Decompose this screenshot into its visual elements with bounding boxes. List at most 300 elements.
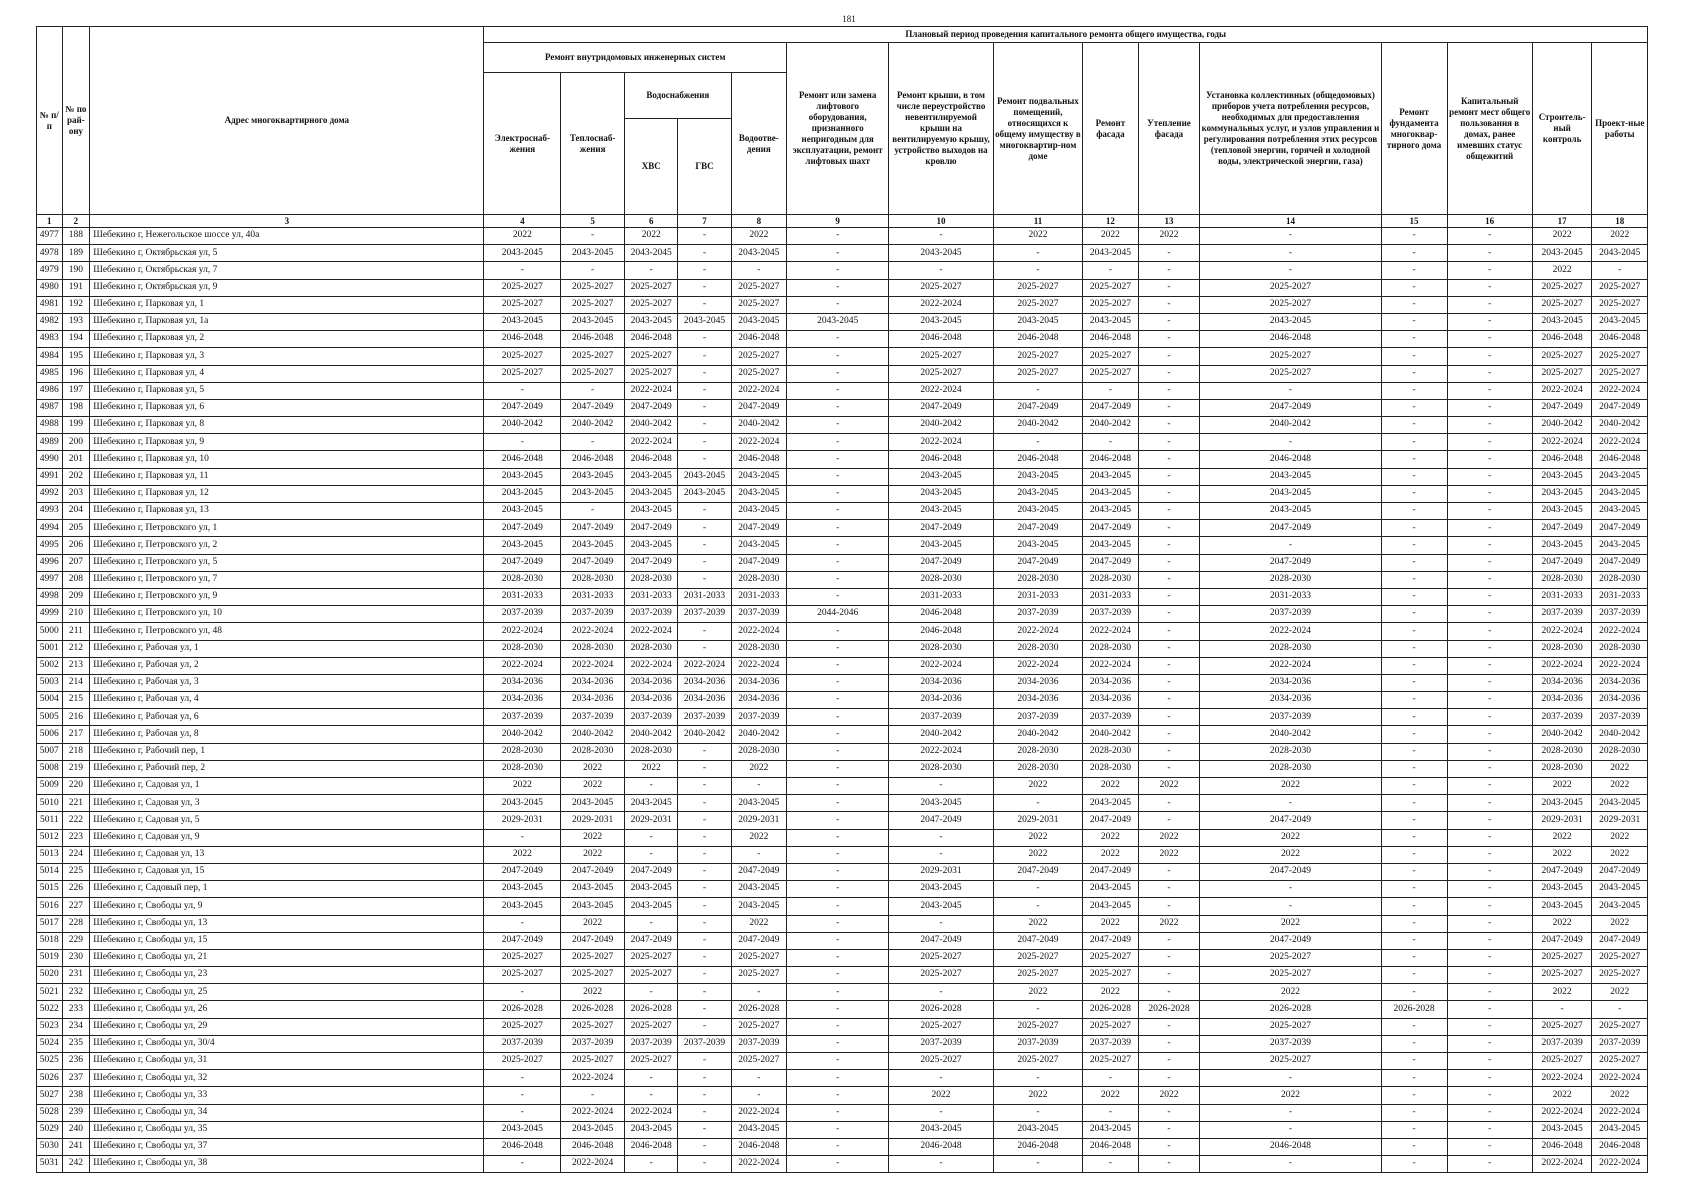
table-row	[37, 949, 1648, 966]
table-cell: 2043-2045	[1532, 881, 1592, 898]
table-cell: 2025-2027	[1532, 365, 1592, 382]
address-cell: Шебекино г, Садовая ул, 5	[90, 812, 484, 829]
address-cell: Шебекино г, Октябрьская ул, 7	[90, 262, 484, 279]
table-cell: -	[993, 245, 1083, 262]
table-cell: 2043-2045	[1532, 468, 1592, 485]
table-cell: 2043-2045	[561, 245, 625, 262]
table-cell: 2022-2024	[1592, 434, 1648, 451]
table-cell: 2022-2024	[1592, 382, 1648, 399]
table-cell: -	[1083, 1104, 1138, 1121]
table-cell: 2022-2024	[1592, 1156, 1648, 1173]
table-cell: -	[1447, 829, 1532, 846]
table-cell: -	[1447, 313, 1532, 330]
table-cell: 2025-2027	[1083, 967, 1138, 984]
table-cell: -	[787, 1138, 889, 1155]
column-number: 14	[1200, 215, 1381, 228]
table-cell: 2037-2039	[1592, 606, 1648, 623]
table-cell: -	[484, 434, 561, 451]
table-cell: 2043-2045	[561, 313, 625, 330]
table-cell: -	[678, 1104, 731, 1121]
table-cell: -	[1138, 554, 1200, 571]
table-cell: -	[787, 588, 889, 605]
table-cell: 2034-2036	[1592, 674, 1648, 691]
table-cell: 2022	[1592, 846, 1648, 863]
table-cell: 2037-2039	[625, 1035, 678, 1052]
table-cell: 234	[62, 1018, 90, 1035]
table-body	[37, 228, 1648, 1173]
table-cell: -	[1381, 571, 1447, 588]
page-number: 181	[842, 14, 856, 24]
table-cell: 2037-2039	[484, 606, 561, 623]
table-cell: 2025-2027	[625, 365, 678, 382]
table-cell: 2022	[625, 760, 678, 777]
table-cell: 5010	[37, 795, 63, 812]
table-cell: -	[1381, 434, 1447, 451]
table-cell: 2037-2039	[993, 1035, 1083, 1052]
table-cell: -	[678, 296, 731, 313]
table-cell: -	[1381, 262, 1447, 279]
address-cell: Шебекино г, Парковая ул, 10	[90, 451, 484, 468]
table-cell: -	[1138, 932, 1200, 949]
table-cell: -	[678, 1138, 731, 1155]
table-cell: -	[1138, 313, 1200, 330]
table-cell: -	[1138, 365, 1200, 382]
table-cell: 2025-2027	[484, 365, 561, 382]
table-cell: -	[1447, 640, 1532, 657]
table-cell: 2046-2048	[484, 451, 561, 468]
table-cell: -	[678, 520, 731, 537]
table-cell: 2043-2045	[1592, 1121, 1648, 1138]
table-cell: 2022-2024	[625, 1104, 678, 1121]
table-row	[37, 657, 1648, 674]
header-n-pp: № п/п	[37, 27, 63, 215]
table-row	[37, 417, 1648, 434]
table-cell: 2047-2049	[889, 520, 993, 537]
table-cell: -	[993, 262, 1083, 279]
table-cell: 2022-2024	[731, 434, 786, 451]
table-cell: 2022	[1200, 846, 1381, 863]
table-cell: 2029-2031	[1592, 812, 1648, 829]
table-cell: 2037-2039	[678, 606, 731, 623]
table-cell: -	[1381, 674, 1447, 691]
table-cell: -	[678, 898, 731, 915]
table-cell: 207	[62, 554, 90, 571]
table-cell: 2047-2049	[1200, 863, 1381, 880]
table-cell: 2043-2045	[731, 313, 786, 330]
table-cell: -	[889, 846, 993, 863]
table-row	[37, 726, 1648, 743]
table-cell: 2047-2049	[1083, 399, 1138, 416]
table-cell: 237	[62, 1070, 90, 1087]
address-cell: Шебекино г, Свободы ул, 9	[90, 898, 484, 915]
table-cell: 190	[62, 262, 90, 279]
address-cell: Шебекино г, Садовая ул, 13	[90, 846, 484, 863]
table-cell: -	[1138, 674, 1200, 691]
table-cell: 2037-2039	[561, 1035, 625, 1052]
table-cell: 5024	[37, 1035, 63, 1052]
table-cell: -	[1200, 1104, 1381, 1121]
table-cell: -	[1083, 434, 1138, 451]
table-cell: -	[787, 245, 889, 262]
header-dormitory: Капитальный ремонт мест общего пользования в домах, ранее имевших статус общежитий	[1447, 43, 1532, 215]
table-cell: 2040-2042	[678, 726, 731, 743]
table-cell: -	[678, 829, 731, 846]
table-cell: -	[484, 984, 561, 1001]
table-cell: 2040-2042	[1200, 726, 1381, 743]
table-cell: 2043-2045	[561, 881, 625, 898]
table-cell: -	[1381, 623, 1447, 640]
address-cell: Шебекино г, Садовая ул, 1	[90, 778, 484, 795]
table-row	[37, 743, 1648, 760]
table-cell: 2034-2036	[1083, 674, 1138, 691]
table-cell: 2043-2045	[889, 1121, 993, 1138]
address-cell: Шебекино г, Парковая ул, 8	[90, 417, 484, 434]
table-cell: -	[1138, 382, 1200, 399]
table-cell: 2022	[1138, 915, 1200, 932]
table-cell: -	[1381, 1053, 1447, 1070]
table-cell: -	[787, 1156, 889, 1173]
capital-repair-table	[36, 26, 1648, 1173]
table-cell: 2025-2027	[561, 1053, 625, 1070]
table-cell: 2025-2027	[561, 296, 625, 313]
table-cell: -	[678, 778, 731, 795]
table-cell: 2037-2039	[993, 709, 1083, 726]
table-cell: 2022	[993, 984, 1083, 1001]
table-cell: 4984	[37, 348, 63, 365]
table-cell: 2025-2027	[484, 279, 561, 296]
table-cell: 2034-2036	[731, 692, 786, 709]
table-cell: -	[1138, 571, 1200, 588]
table-cell: 2025-2027	[625, 967, 678, 984]
table-cell: -	[561, 262, 625, 279]
table-cell: 2047-2049	[1200, 812, 1381, 829]
column-number: 18	[1592, 215, 1648, 228]
address-cell: Шебекино г, Парковая ул, 9	[90, 434, 484, 451]
table-cell: -	[678, 331, 731, 348]
table-cell: -	[678, 451, 731, 468]
table-cell: 2026-2028	[1381, 1001, 1447, 1018]
table-cell: 2043-2045	[731, 898, 786, 915]
address-cell: Шебекино г, Свободы ул, 34	[90, 1104, 484, 1121]
column-number: 16	[1447, 215, 1532, 228]
table-cell: 2025-2027	[1532, 967, 1592, 984]
table-cell: 5016	[37, 898, 63, 915]
table-cell: 5003	[37, 674, 63, 691]
table-cell: 5015	[37, 881, 63, 898]
table-cell: 2034-2036	[678, 692, 731, 709]
table-cell: 2031-2033	[625, 588, 678, 605]
table-cell: -	[1381, 1138, 1447, 1155]
table-cell: -	[678, 503, 731, 520]
table-cell: 2025-2027	[1532, 296, 1592, 313]
table-cell: -	[1381, 898, 1447, 915]
table-cell: -	[625, 778, 678, 795]
column-number: 4	[484, 215, 561, 228]
table-cell: -	[1447, 623, 1532, 640]
table-cell: 2022-2024	[993, 657, 1083, 674]
table-cell: -	[1200, 795, 1381, 812]
table-cell: 2022	[731, 760, 786, 777]
table-cell: 225	[62, 863, 90, 880]
address-cell: Шебекино г, Петровского ул, 10	[90, 606, 484, 623]
table-cell: 2034-2036	[731, 674, 786, 691]
table-cell: -	[787, 674, 889, 691]
table-cell: 2025-2027	[1592, 279, 1648, 296]
address-cell: Шебекино г, Парковая ул, 6	[90, 399, 484, 416]
table-cell: 2025-2027	[1532, 1053, 1592, 1070]
table-cell: -	[1447, 262, 1532, 279]
table-cell: 240	[62, 1121, 90, 1138]
table-cell: -	[678, 228, 731, 245]
table-cell: -	[787, 348, 889, 365]
table-cell: 5005	[37, 709, 63, 726]
table-row	[37, 846, 1648, 863]
table-cell: 2022	[561, 778, 625, 795]
table-cell: 2022	[1592, 760, 1648, 777]
table-cell: -	[484, 1104, 561, 1121]
table-cell: -	[1138, 1156, 1200, 1173]
table-cell: 2040-2042	[561, 726, 625, 743]
column-number: 9	[787, 215, 889, 228]
table-cell: -	[787, 1104, 889, 1121]
table-cell: 2022	[1532, 846, 1592, 863]
table-cell: 201	[62, 451, 90, 468]
table-cell: 2022	[1083, 846, 1138, 863]
table-cell: -	[1447, 348, 1532, 365]
table-cell: 227	[62, 898, 90, 915]
table-cell: -	[1381, 967, 1447, 984]
table-row	[37, 1035, 1648, 1052]
table-cell: -	[787, 1035, 889, 1052]
table-cell: 2047-2049	[1532, 554, 1592, 571]
table-cell: -	[1200, 898, 1381, 915]
column-number: 3	[90, 215, 484, 228]
table-cell: -	[889, 1156, 993, 1173]
table-row	[37, 898, 1648, 915]
table-cell: 2046-2048	[1532, 1138, 1592, 1155]
header-roof: Ремонт крыши, в том числе переустройство невентилируемой крыши на вентилируемую крышу, устройство выходов на кровлю	[889, 43, 993, 215]
table-cell: 2043-2045	[625, 795, 678, 812]
table-cell: 2022-2024	[1532, 1070, 1592, 1087]
table-row	[37, 279, 1648, 296]
table-cell: 218	[62, 743, 90, 760]
table-cell: 2025-2027	[1200, 949, 1381, 966]
table-cell: 2043-2045	[1592, 881, 1648, 898]
table-cell: 2047-2049	[561, 520, 625, 537]
table-cell: 2022	[1592, 915, 1648, 932]
table-cell: 2025-2027	[625, 949, 678, 966]
table-cell: 189	[62, 245, 90, 262]
table-cell: 2026-2028	[1083, 1001, 1138, 1018]
table-cell: -	[1138, 296, 1200, 313]
table-cell: -	[678, 623, 731, 640]
address-cell: Шебекино г, Садовая ул, 9	[90, 829, 484, 846]
table-cell: -	[787, 949, 889, 966]
table-cell: 2026-2028	[731, 1001, 786, 1018]
table-cell: 2022	[1532, 984, 1592, 1001]
table-cell: 5031	[37, 1156, 63, 1173]
table-cell: -	[787, 932, 889, 949]
table-cell: -	[889, 262, 993, 279]
table-cell: -	[1381, 537, 1447, 554]
table-cell: 2034-2036	[1200, 674, 1381, 691]
table-cell: 2043-2045	[1532, 795, 1592, 812]
table-cell: -	[484, 1087, 561, 1104]
address-cell: Шебекино г, Петровского ул, 5	[90, 554, 484, 571]
table-cell: 2046-2048	[889, 1138, 993, 1155]
table-cell: -	[625, 846, 678, 863]
header-design: Проект-ные работы	[1592, 43, 1648, 215]
table-cell: 2022	[1532, 829, 1592, 846]
table-cell: 2022-2024	[484, 623, 561, 640]
table-row	[37, 984, 1648, 1001]
table-cell: 2025-2027	[625, 279, 678, 296]
table-cell: 2022-2024	[1532, 623, 1592, 640]
table-cell: 2043-2045	[889, 795, 993, 812]
table-cell: 2022	[1592, 228, 1648, 245]
table-cell: -	[1138, 726, 1200, 743]
table-cell: -	[1447, 1070, 1532, 1087]
table-cell: 2025-2027	[1083, 1053, 1138, 1070]
table-cell: -	[1447, 674, 1532, 691]
table-cell: 5017	[37, 915, 63, 932]
table-cell: -	[561, 503, 625, 520]
table-cell: 2043-2045	[1532, 537, 1592, 554]
table-cell: -	[787, 520, 889, 537]
table-cell: 2025-2027	[993, 365, 1083, 382]
table-cell: 2040-2042	[1200, 417, 1381, 434]
table-cell: -	[787, 417, 889, 434]
table-cell: 2043-2045	[1083, 485, 1138, 502]
table-cell: -	[787, 967, 889, 984]
table-cell: 2047-2049	[993, 520, 1083, 537]
table-cell: 2043-2045	[1532, 313, 1592, 330]
table-cell: -	[1447, 709, 1532, 726]
table-cell: 2026-2028	[561, 1001, 625, 1018]
table-cell: -	[678, 537, 731, 554]
table-cell: -	[678, 984, 731, 1001]
table-cell: 2046-2048	[731, 1138, 786, 1155]
address-cell: Шебекино г, Садовая ул, 15	[90, 863, 484, 880]
table-cell: 204	[62, 503, 90, 520]
table-cell: 4996	[37, 554, 63, 571]
table-cell: 2043-2045	[731, 503, 786, 520]
table-cell: -	[1200, 382, 1381, 399]
table-cell: 2043-2045	[484, 485, 561, 502]
table-cell: -	[787, 1018, 889, 1035]
table-cell: -	[625, 1087, 678, 1104]
table-cell: 5026	[37, 1070, 63, 1087]
table-cell: -	[1447, 382, 1532, 399]
table-cell: -	[993, 382, 1083, 399]
address-cell: Шебекино г, Петровского ул, 9	[90, 588, 484, 605]
table-cell: -	[787, 485, 889, 502]
table-cell: -	[1447, 451, 1532, 468]
table-cell: 2022-2024	[561, 623, 625, 640]
table-cell: 4994	[37, 520, 63, 537]
table-cell: 195	[62, 348, 90, 365]
table-cell: -	[625, 1070, 678, 1087]
table-cell: 2022-2024	[1532, 657, 1592, 674]
table-cell: -	[1447, 657, 1532, 674]
table-cell: 2043-2045	[993, 1121, 1083, 1138]
table-cell: 5012	[37, 829, 63, 846]
table-cell: -	[1381, 795, 1447, 812]
table-cell: 2025-2027	[993, 348, 1083, 365]
table-cell: -	[1200, 537, 1381, 554]
table-cell: 2022-2024	[1532, 434, 1592, 451]
table-cell: -	[787, 692, 889, 709]
table-cell: -	[1138, 1053, 1200, 1070]
table-cell: -	[1447, 812, 1532, 829]
table-cell: -	[787, 863, 889, 880]
table-cell: 2043-2045	[1532, 245, 1592, 262]
table-cell: 2028-2030	[1083, 640, 1138, 657]
table-row	[37, 571, 1648, 588]
address-cell: Шебекино г, Нежегольское шоссе ул, 40а	[90, 228, 484, 245]
table-cell: 223	[62, 829, 90, 846]
table-cell: 2025-2027	[1200, 365, 1381, 382]
table-cell: 211	[62, 623, 90, 640]
table-cell: 2022	[889, 1087, 993, 1104]
table-cell: 2028-2030	[731, 743, 786, 760]
table-cell: 2043-2045	[484, 898, 561, 915]
table-cell: 2037-2039	[484, 1035, 561, 1052]
table-cell: 2025-2027	[1200, 1018, 1381, 1035]
table-cell: -	[731, 262, 786, 279]
table-cell: 2037-2039	[889, 709, 993, 726]
table-cell: 2047-2049	[1592, 932, 1648, 949]
table-cell: 4993	[37, 503, 63, 520]
table-cell: -	[678, 245, 731, 262]
table-cell: 2031-2033	[1083, 588, 1138, 605]
table-cell: 2025-2027	[731, 296, 786, 313]
address-cell: Шебекино г, Рабочая ул, 6	[90, 709, 484, 726]
table-row	[37, 1087, 1648, 1104]
table-cell: 2025-2027	[1532, 1018, 1592, 1035]
column-number: 11	[993, 215, 1083, 228]
address-cell: Шебекино г, Рабочая ул, 1	[90, 640, 484, 657]
table-cell: -	[1083, 382, 1138, 399]
table-cell: 2025-2027	[889, 1053, 993, 1070]
table-row	[37, 434, 1648, 451]
table-cell: -	[1447, 417, 1532, 434]
table-cell: 2026-2028	[1200, 1001, 1381, 1018]
table-cell: -	[678, 1070, 731, 1087]
table-cell: 2025-2027	[1200, 279, 1381, 296]
table-cell: -	[1447, 399, 1532, 416]
table-cell: 2034-2036	[889, 674, 993, 691]
table-cell: 2037-2039	[731, 1035, 786, 1052]
table-cell: 5018	[37, 932, 63, 949]
table-cell: -	[1447, 1104, 1532, 1121]
table-cell: -	[1381, 554, 1447, 571]
table-cell: 2025-2027	[889, 949, 993, 966]
table-cell: 2034-2036	[993, 692, 1083, 709]
table-cell: 203	[62, 485, 90, 502]
table-cell: 2043-2045	[731, 485, 786, 502]
table-cell: -	[1381, 778, 1447, 795]
table-cell: 2046-2048	[1200, 451, 1381, 468]
table-cell: 2022-2024	[1200, 657, 1381, 674]
table-cell: -	[1200, 1121, 1381, 1138]
column-number: 17	[1532, 215, 1592, 228]
table-cell: 2022	[1592, 829, 1648, 846]
table-cell: 2028-2030	[484, 640, 561, 657]
table-cell: -	[1138, 898, 1200, 915]
table-cell: 2022	[1083, 984, 1138, 1001]
table-cell: 2028-2030	[1532, 743, 1592, 760]
